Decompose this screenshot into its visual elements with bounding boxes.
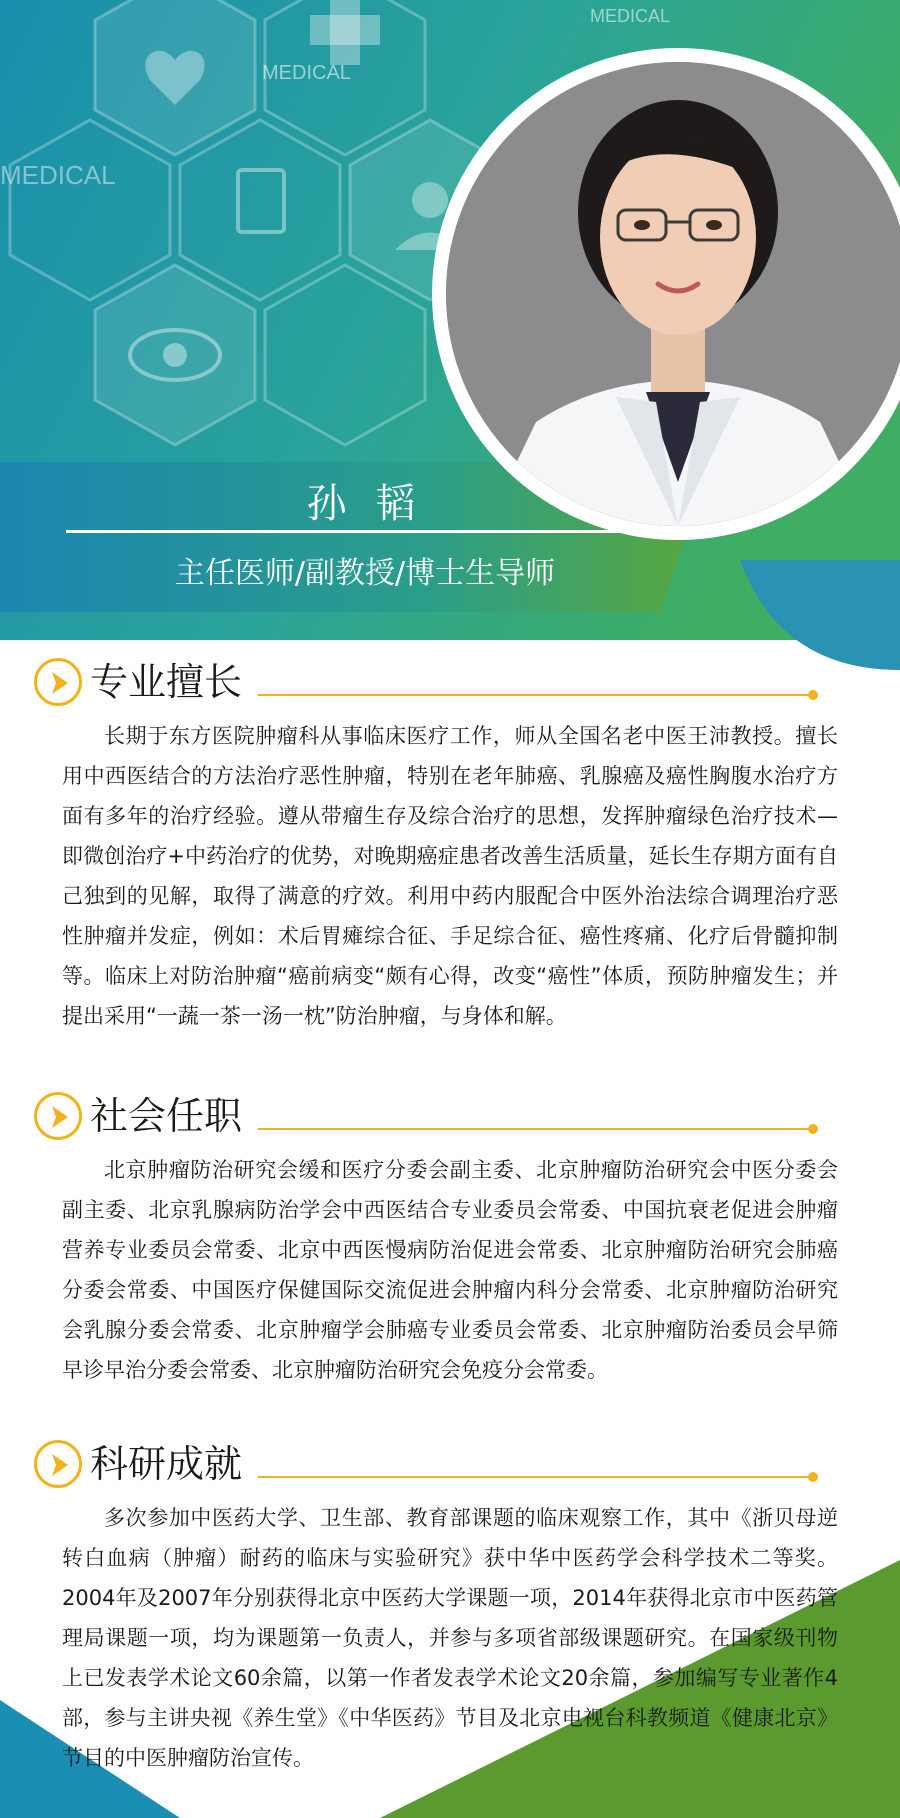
section-header [0, 1434, 900, 1498]
section-title: 社会任职 [90, 1094, 243, 1138]
section-rule-dot [808, 1124, 818, 1134]
section-body: 多次参加中医药大学、卫生部、教育部课题的临床观察工作，其中《浙贝母逆转白血病（肿瘤）耐药的临床与实验研究》获中华中医药学会科学技术二等奖。2004年及2007年分别获得北京中医药大学课题一项，2014年获得北京市中医药管理局课题一项，均为课题第一负责人，并参与多项省部级课题研究。在国家级刊物上已发表学术论文60余篇，以第一作者发表学术论文20余篇，参加编写专业著作4部，参与主讲央视《养生堂》《中华医药》节目及北京电视台科教频道《健康北京》节目的中医肿瘤防治宣传。 [62, 1506, 838, 1770]
section-rule-dot [808, 1472, 818, 1482]
medical-watermark: MEDICAL [262, 62, 351, 84]
section-research [0, 1434, 900, 1778]
section-header [0, 1086, 900, 1150]
chevron-right-icon [34, 658, 82, 706]
section-body: 长期于东方医院肿瘤科从事临床医疗工作，师从全国名老中医王沛教授。擅长用中西医结合的方法治疗恶性肿瘤，特别在老年肺癌、乳腺癌及癌性胸腹水治疗方面有多年的治疗经验。遵从带瘤生存及综合治疗的思想，发挥肿瘤绿色治疗技术—即微创治疗+中药治疗的优势，对晚期癌症患者改善生活质量，延长生存期方面有自己独到的见解，取得了满意的疗效。利用中药内服配合中医外治法综合调理治疗恶性肿瘤并发症，例如：术后胃瘫综合征、手足综合征、癌性疼痛、化疗后骨髓抑制等。临床上对防治肿瘤“癌前病变“颇有心得，改变“癌性”体质，预防肿瘤发生；并提出采用“一蔬一茶一汤一枕”防治肿瘤，与身体和解。 [62, 724, 838, 1028]
chevron-right-icon [34, 1440, 82, 1488]
section-rule [258, 694, 812, 696]
medical-watermark: MEDICAL [0, 160, 116, 190]
doctor-photo [446, 62, 900, 526]
medical-watermark: MEDICAL [590, 6, 671, 26]
section-title: 科研成就 [90, 1442, 243, 1486]
section-rule-dot [808, 690, 818, 700]
hero-banner [0, 0, 900, 640]
section-rule [258, 1476, 812, 1478]
section-expertise [0, 652, 900, 1036]
doctor-name: 孙 韬 [306, 481, 424, 527]
section-positions [0, 1086, 900, 1390]
chevron-right-icon [34, 1092, 82, 1140]
section-body: 北京肿瘤防治研究会缓和医疗分委会副主委、北京肿瘤防治研究会中医分委会副主委、北京乳腺病防治学会中西医结合专业委员会常委、中国抗衰老促进会肿瘤营养专业委员会常委、北京中西医慢病防治促进会常委、北京肿瘤防治研究会肺癌分委会常委、中国医疗保健国际交流促进会肿瘤内科分会常委、北京肿瘤防治研究会乳腺分委会常委、北京肿瘤学会肺癌专业委员会常委、北京肿瘤防治委员会早筛早诊早治分委会常委、北京肿瘤防治研究会免疫分会常委。 [62, 1158, 838, 1382]
section-header [0, 652, 900, 716]
section-title: 专业擅长 [90, 660, 243, 704]
section-rule [258, 1128, 812, 1130]
doctor-portrait [446, 62, 900, 526]
doctor-title: 主任医师/副教授/博士生导师 [174, 556, 556, 591]
name-divider [66, 530, 664, 533]
